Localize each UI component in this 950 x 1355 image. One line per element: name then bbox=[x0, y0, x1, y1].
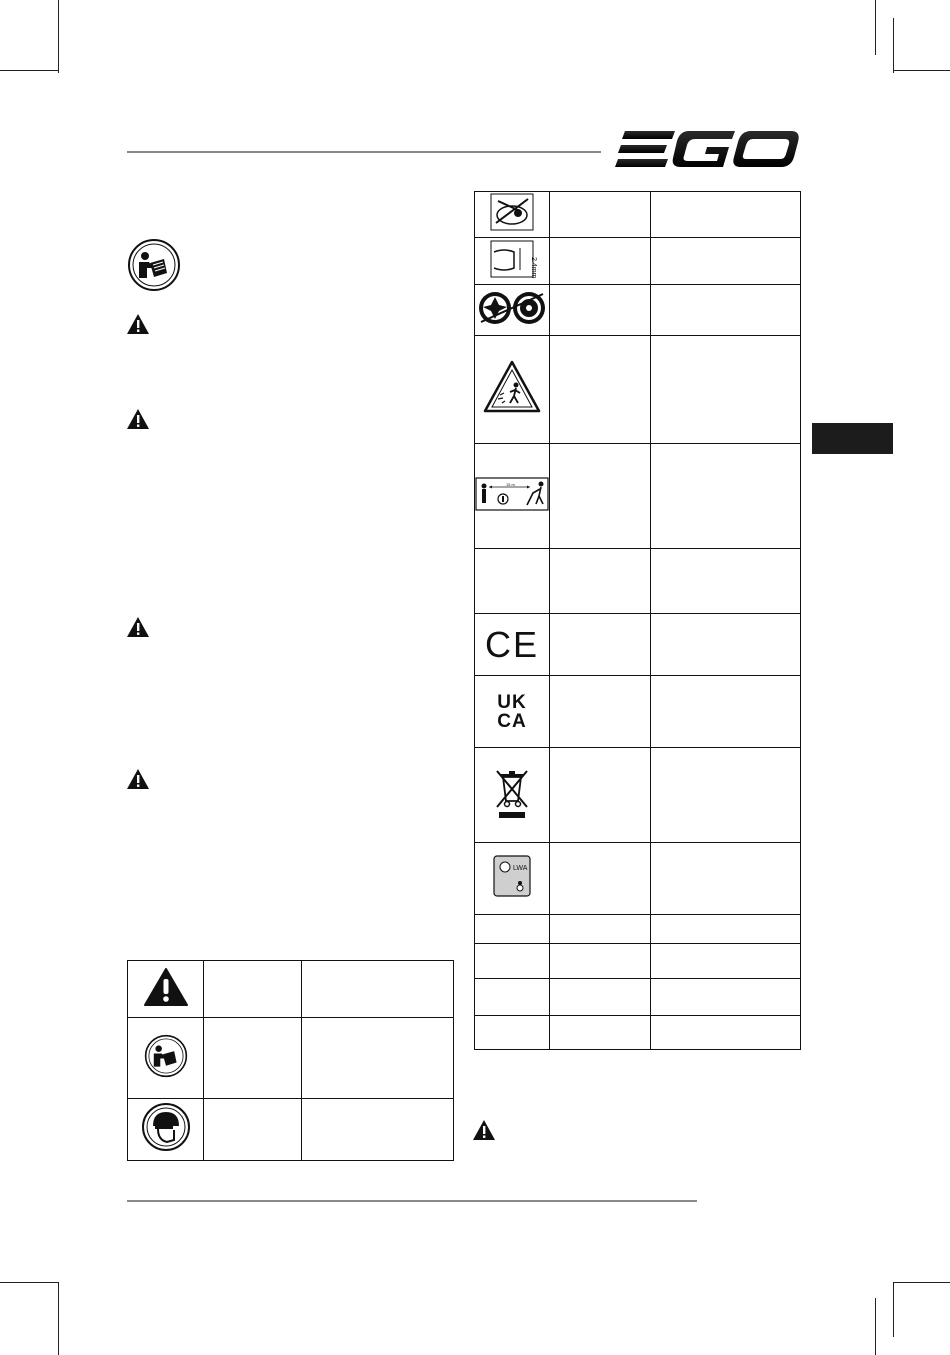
safe-distance-icon bbox=[475, 477, 549, 511]
table-row bbox=[475, 238, 801, 285]
table-row bbox=[475, 549, 801, 614]
symbol-cell bbox=[475, 614, 550, 676]
crop-mark bbox=[893, 70, 950, 71]
description-cell bbox=[302, 961, 454, 1018]
meaning-cell bbox=[550, 285, 651, 336]
line-diameter-icon bbox=[490, 240, 537, 278]
weee-bin-icon bbox=[492, 767, 532, 819]
symbol-cell bbox=[475, 336, 550, 444]
symbol-cell bbox=[475, 979, 550, 1016]
noise-level-icon bbox=[493, 855, 531, 897]
symbol-cell bbox=[128, 1018, 204, 1099]
left-symbol-table bbox=[127, 960, 454, 1161]
section-tab-marker bbox=[812, 423, 893, 454]
crop-mark bbox=[0, 1282, 58, 1283]
description-cell bbox=[302, 1099, 454, 1161]
crop-mark bbox=[875, 1298, 876, 1355]
crop-mark bbox=[893, 18, 894, 73]
meaning-cell bbox=[550, 843, 651, 915]
symbol-cell bbox=[475, 676, 550, 748]
read-manual-icon bbox=[127, 238, 181, 292]
table-row bbox=[128, 1018, 454, 1099]
symbol-cell bbox=[475, 285, 550, 336]
symbol-cell bbox=[475, 192, 550, 238]
ce-mark-icon: CE bbox=[484, 623, 539, 665]
meaning-cell bbox=[550, 676, 651, 748]
description-cell bbox=[651, 676, 801, 748]
symbol-cell bbox=[128, 1099, 204, 1161]
table-row bbox=[475, 979, 801, 1016]
crop-mark bbox=[893, 1282, 894, 1337]
right-symbol-table bbox=[474, 191, 801, 1050]
description-cell bbox=[651, 549, 801, 614]
meaning-cell bbox=[204, 1099, 302, 1161]
symbol-cell bbox=[475, 915, 550, 944]
meaning-cell bbox=[550, 915, 651, 944]
meaning-cell bbox=[550, 944, 651, 979]
description-cell bbox=[651, 336, 801, 444]
symbol-cell bbox=[475, 748, 550, 843]
ukca-line-2: CA bbox=[497, 710, 527, 732]
description-cell bbox=[651, 614, 801, 676]
blade-types-icon bbox=[477, 289, 547, 327]
ukca-mark-icon bbox=[475, 693, 549, 731]
table-row bbox=[475, 676, 801, 748]
crop-mark bbox=[875, 0, 876, 55]
meaning-cell bbox=[550, 549, 651, 614]
description-cell bbox=[651, 444, 801, 549]
ego-logo bbox=[615, 128, 800, 172]
symbol-cell bbox=[475, 444, 550, 549]
description-cell bbox=[651, 843, 801, 915]
crop-mark bbox=[58, 0, 59, 73]
description-cell bbox=[651, 1016, 801, 1050]
symbol-cell bbox=[475, 549, 550, 614]
symbol-cell bbox=[475, 843, 550, 915]
table-row bbox=[475, 614, 801, 676]
description-cell bbox=[302, 1018, 454, 1099]
meaning-cell bbox=[550, 238, 651, 285]
meaning-cell bbox=[204, 1018, 302, 1099]
ego-logo-mark bbox=[615, 128, 800, 172]
warning-triangle-icon bbox=[126, 768, 150, 790]
description-cell bbox=[651, 979, 801, 1016]
description-cell bbox=[651, 915, 801, 944]
no-blade-attachment-icon bbox=[490, 193, 534, 231]
safety-alert-icon bbox=[143, 967, 189, 1007]
table-row bbox=[475, 192, 801, 238]
read-manual-icon bbox=[144, 1034, 188, 1078]
meaning-cell bbox=[550, 979, 651, 1016]
table-row bbox=[128, 961, 454, 1018]
head-eye-protection-icon bbox=[141, 1102, 191, 1152]
table-row bbox=[475, 748, 801, 843]
meaning-cell bbox=[550, 192, 651, 238]
thrown-objects-hazard-icon bbox=[482, 359, 542, 415]
meaning-cell bbox=[550, 444, 651, 549]
crop-mark bbox=[58, 1282, 59, 1355]
description-cell bbox=[651, 238, 801, 285]
table-row bbox=[128, 1099, 454, 1161]
description-cell bbox=[651, 748, 801, 843]
table-row bbox=[475, 915, 801, 944]
table-row bbox=[475, 444, 801, 549]
footer-rule bbox=[127, 1200, 697, 1202]
warning-triangle-icon bbox=[126, 408, 150, 430]
description-cell bbox=[651, 285, 801, 336]
table-row bbox=[475, 1016, 801, 1050]
meaning-cell bbox=[550, 1016, 651, 1050]
ukca-line-1: UK bbox=[497, 691, 527, 713]
warning-triangle-icon bbox=[126, 313, 150, 335]
meaning-cell bbox=[550, 748, 651, 843]
table-row bbox=[475, 944, 801, 979]
table-row bbox=[475, 285, 801, 336]
meaning-cell bbox=[550, 614, 651, 676]
crop-mark bbox=[0, 70, 58, 71]
symbol-cell bbox=[128, 961, 204, 1018]
meaning-cell bbox=[550, 336, 651, 444]
table-row bbox=[475, 843, 801, 915]
description-cell bbox=[651, 192, 801, 238]
warning-triangle-icon bbox=[126, 616, 150, 638]
svg-text:2.4mm: 2.4mm bbox=[530, 256, 537, 278]
warning-triangle-icon bbox=[472, 1119, 496, 1141]
svg-text:15 m: 15 m bbox=[506, 481, 515, 487]
symbol-cell bbox=[475, 238, 550, 285]
symbol-cell bbox=[475, 1016, 550, 1050]
table-row bbox=[475, 336, 801, 444]
meaning-cell bbox=[204, 961, 302, 1018]
description-cell bbox=[651, 944, 801, 979]
crop-mark bbox=[893, 1282, 950, 1283]
header-rule bbox=[127, 151, 601, 153]
svg-text:LWA: LWA bbox=[513, 865, 528, 872]
symbol-cell bbox=[475, 944, 550, 979]
